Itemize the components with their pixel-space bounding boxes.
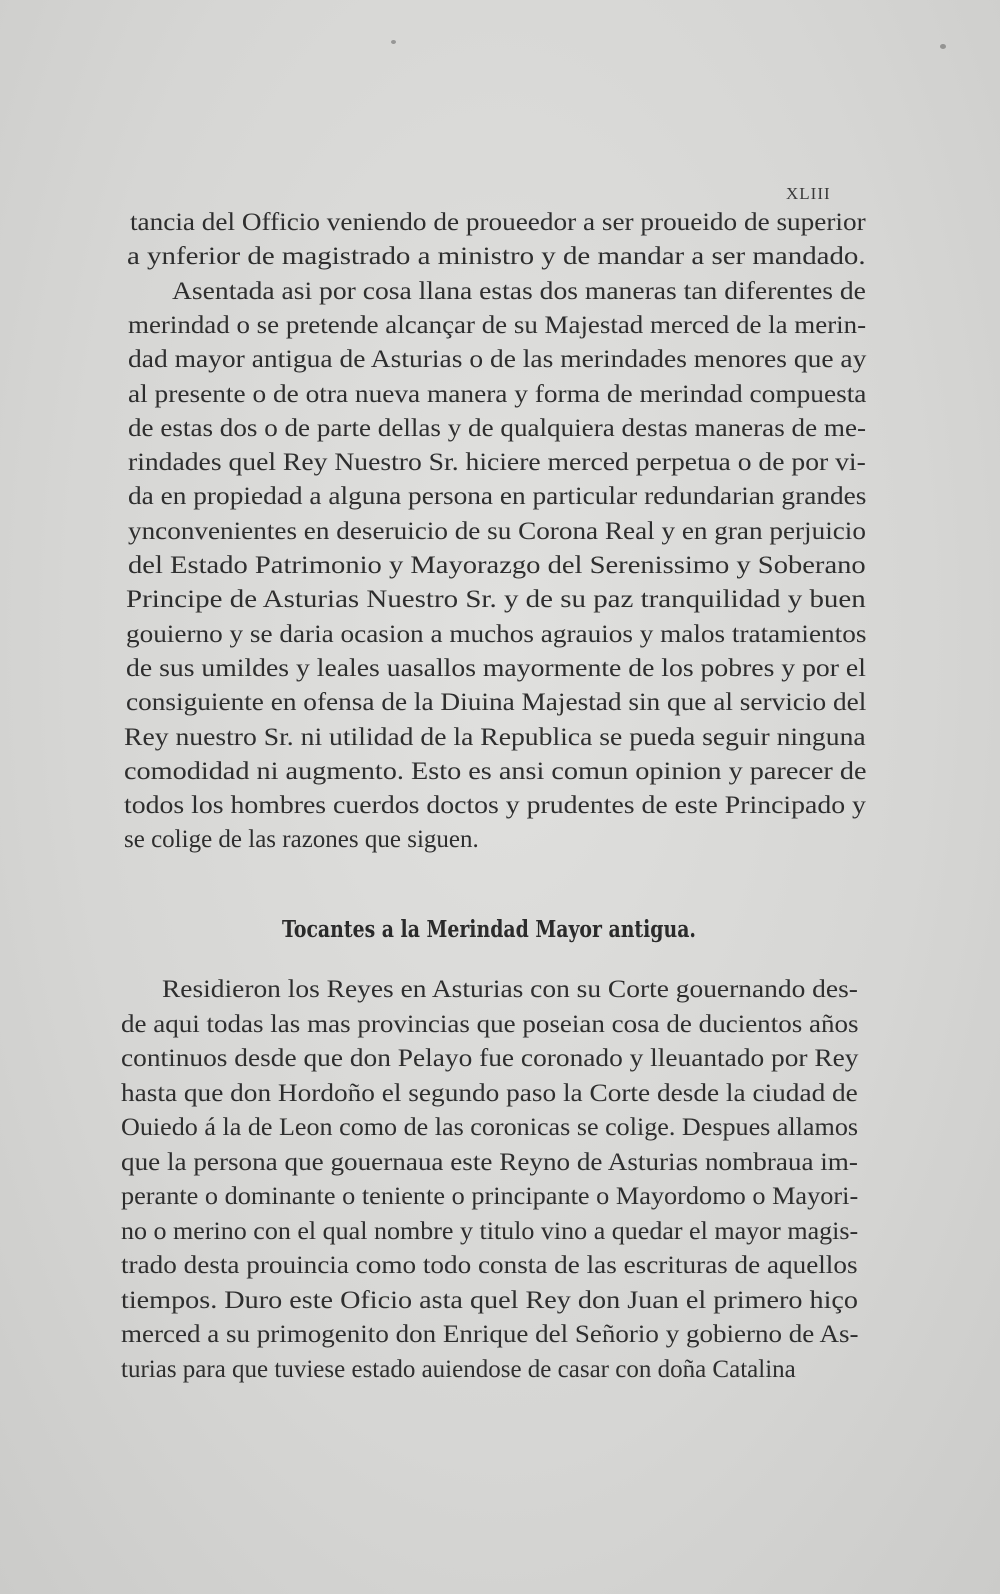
- text-line: dad mayor antigua de Asturias o de las merindades menores que ay: [128, 346, 867, 374]
- text-line: consiguiente en ofensa de la Diuina Majestad sin que al servicio del: [126, 689, 867, 717]
- section-heading: Tocantes a la Merindad Mayor antigua.: [282, 916, 696, 943]
- text-line: turias para que tuviese estado auiendose de casar con doña Catalina: [121, 1355, 796, 1383]
- text-line: continuos desde que don Pelayo fue coronado y lleuantado por Rey: [121, 1045, 859, 1072]
- text-line: que la persona que gouernaua este Reyno de Asturias nombraua im-: [121, 1148, 858, 1176]
- ink-speck: [940, 44, 946, 49]
- text-line: no o merino con el qual nombre y titulo vino a quedar el mayor magis-: [121, 1217, 859, 1245]
- text-line: Rey nuestro Sr. ni utilidad de la Republica se pueda seguir ninguna: [124, 723, 866, 751]
- text-line: tiempos. Duro este Oficio asta quel Rey don Juan el primero hiço: [121, 1286, 859, 1314]
- text-line: Ouiedo á la de Leon como de las coronicas se colige. Despues allamos: [121, 1114, 859, 1141]
- text-line: trado desta prouincia como todo consta de las escrituras de aquellos: [121, 1252, 858, 1279]
- text-line: ynconvenientes en deseruicio de su Corona Real y en gran perjuicio: [128, 517, 866, 545]
- text-line: Residieron los Reyes en Asturias con su Corte gouernando des-: [162, 976, 858, 1003]
- text-line: a ynferior de magistrado a ministro y de mandar a ser mandado.: [127, 243, 866, 271]
- text-line: da en propiedad a alguna persona en particular redundarian grandes: [128, 483, 867, 511]
- text-line: se colige de las razones que siguen.: [124, 826, 479, 854]
- text-line: de estas dos o de parte dellas y de qualquiera destas maneras de me-: [128, 414, 866, 442]
- text-line: de aqui todas las mas provincias que poseian cosa de ducientos años: [121, 1010, 859, 1038]
- text-line: al presente o de otra nueva manera y forma de merindad compuesta: [128, 380, 867, 408]
- text-line: gouierno y se daria ocasion a muchos agrauios y malos tratamientos: [126, 620, 867, 648]
- text-line: merindad o se pretende alcançar de su Majestad merced de la merin-: [128, 311, 867, 339]
- text-line: Asentada asi por cosa llana estas dos maneras tan diferentes de: [172, 277, 866, 305]
- text-line: tancia del Officio veniendo de proueedor a ser proueido de superior: [130, 209, 866, 236]
- text-line: del Estado Patrimonio y Mayorazgo del Serenissimo y Soberano: [128, 552, 866, 579]
- text-line: hasta que don Hordoño el segundo paso la Corte desde la ciudad de: [121, 1079, 858, 1107]
- text-line: todos los hombres cuerdos doctos y prudentes de este Principado y: [124, 792, 866, 820]
- text-line: de sus umildes y leales uasallos mayormente de los pobres y por el: [126, 654, 866, 682]
- text-line: rindades quel Rey Nuestro Sr. hiciere merced perpetua o de por vi-: [128, 449, 866, 477]
- text-line: merced a su primogenito don Enrique del Señorio y gobierno de As-: [121, 1321, 859, 1348]
- text-line: perante o dominante o teniente o principante o Mayordomo o Mayori-: [121, 1183, 859, 1210]
- ink-speck: [391, 40, 396, 44]
- page-number: XLIII: [786, 184, 831, 203]
- text-line: Principe de Asturias Nuestro Sr. y de su paz tranquilidad y buen: [126, 586, 866, 614]
- text-line: comodidad ni augmento. Esto es ansi comun opinion y parecer de: [124, 757, 867, 785]
